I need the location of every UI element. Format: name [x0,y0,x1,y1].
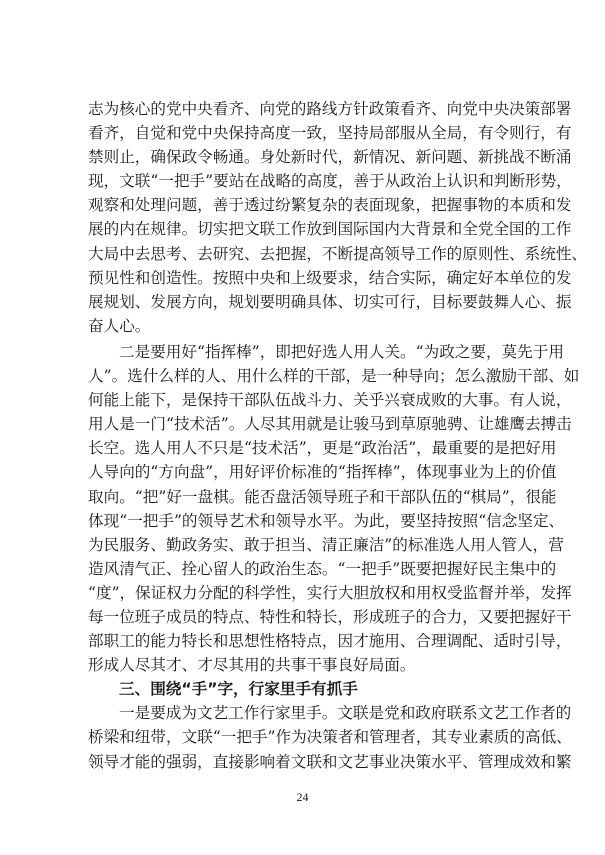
text-line: 为民服务、勤政务实、敢于担当、清正廉洁”的标准选人用人管人，营 [88,535,564,554]
text-line: 现，文联“一把手”要站在战略的高度，善于从政治上认识和判断形势， [88,172,572,191]
text-line: 奋人心。 [88,316,151,335]
text-line: 体现“一把手”的领导艺术和领导水平。为此，要坚持按照“信念坚定、 [88,511,565,530]
text-line: 每一位班子成员的特点、特性和特长，形成班子的合力，又要把握好干 [88,607,572,626]
text-line: 部职工的能力特长和思想性格特点，因才施用、合理调配、适时引导， [88,632,572,651]
body-text [88,97,588,774]
text-line: 禁则止，确保政令畅通。身处新时代，新情况、新问题、新挑战不断涌 [88,148,572,167]
text-line: 预见性和创造性。按照中央和上级要求，结合实际，确定好本单位的发 [88,268,572,287]
text-line: 何能上能下，是保持干部队伍战斗力、关乎兴衰成败的大事。有人说， [88,391,572,410]
text-line: 大局中去思考、去研究、去把握，不断提高领导工作的原则性、系统性、 [88,244,588,263]
text-line: “度”，保证权力分配的科学性，实行大胆放权和用权受监督并举，发挥 [88,583,572,602]
text-line: 人导向的“方向盘”，用好评价标准的“指挥棒”，体现事业为上的价值 [88,463,557,482]
text-line: 领导才能的强弱，直接影响着文联和文艺事业决策水平、管理成效和繁 [88,752,572,771]
text-line: 形成人尽其才、才尽其用的共事干事良好局面。 [88,656,416,675]
text-line: 展规划、发展方向，规划要明确具体、切实可行，目标要鼓舞人心、振 [88,292,572,311]
text-line: 展的内在规律。切实把文联工作放到国际国内大背景和全党全国的工作 [88,220,572,239]
section-heading: 三、围绕“手”字，行家里手有抓手 [119,680,358,699]
text-line: 一是要成为文艺工作行家里手。文联是党和政府联系文艺工作者的 [119,704,572,723]
text-line: 用人是一门“技术活”。人尽其用就是让骏马到草原驰骋、让雄鹰去搏击 [88,415,572,434]
text-line: 二是要用好“指挥棒”，即把好选人用人关。“为政之要，莫先于用 [119,342,564,361]
text-line: 取向。“把”好一盘棋。能否盘活领导班子和干部队伍的“棋局”，很能 [88,487,557,506]
text-line: 看齐，自觉和党中央保持高度一致，坚持局部服从全局，有令则行，有 [88,124,572,143]
text-line: 造风清气正、拴心留人的政治生态。“一把手”既要把握好民主集中的 [88,559,557,578]
text-line: 桥梁和纽带，文联“一把手”作为决策者和管理者，其专业素质的高低、 [88,728,572,747]
text-line: 人”。选什么样的人、用什么样的干部，是一种导向；怎么激励干部、如 [88,367,580,386]
text-line: 长空。选人用人不只是“技术活”，更是“政治活”，最重要的是把好用 [88,439,557,458]
page-number: 24 [296,790,309,804]
text-line: 观察和处理问题，善于透过纷繁复杂的表面现象，把握事物的本质和发 [88,196,572,215]
text-line: 志为核心的党中央看齐、向党的路线方针政策看齐、向党中央决策部署 [88,100,572,118]
